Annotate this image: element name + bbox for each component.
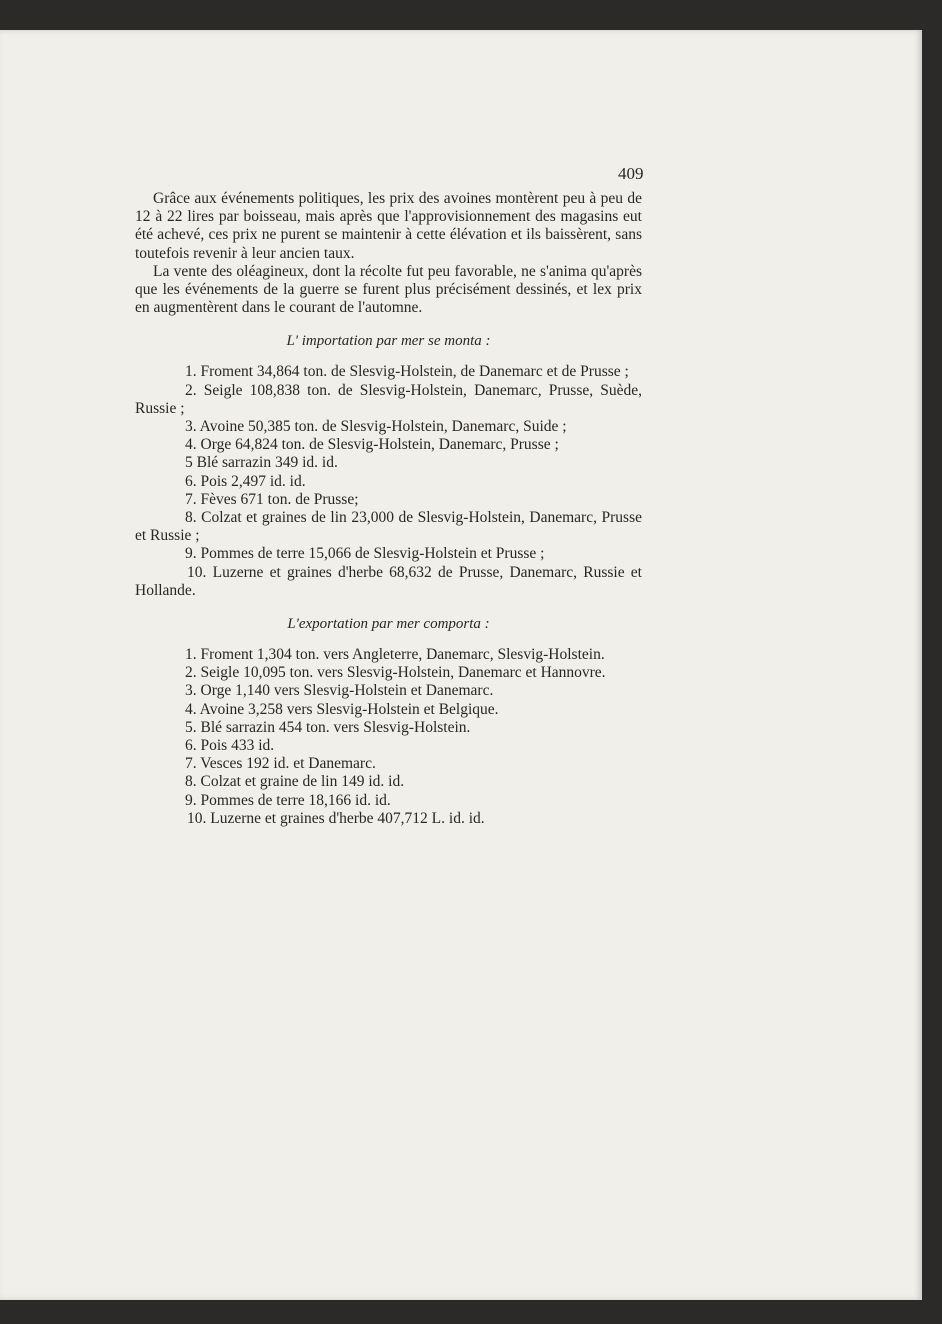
page-number: 409	[618, 164, 644, 183]
export-item: 3. Orge 1,140 vers Slesvig-Holstein et Danemarc.	[185, 682, 494, 700]
book-page	[0, 30, 922, 1300]
import-item: 2. Seigle 108,838 ton. de Slesvig-Holstein, Danemarc, Prusse, Suède, Russie ;	[135, 381, 642, 417]
paragraph-oleagineux: La vente des oléagineux, dont la récolte fut peu favorable, ne s'anima qu'après que les événements de la guerre se furent plus précisément dessinés, et lex prix en augmentèrent dans le courant de l'automne.	[135, 262, 642, 317]
import-item: 10. Luzerne et graines d'herbe 68,632 de Prusse, Danemarc, Russie et Hollande.	[135, 563, 642, 599]
export-item: 4. Avoine 3,258 vers Slesvig-Holstein et Belgique.	[185, 700, 499, 718]
import-item: 8. Colzat et graines de lin 23,000 de Slesvig-Holstein, Danemarc, Prusse et Russie ;	[135, 509, 642, 545]
import-heading: L' importation par mer se monta :	[286, 333, 491, 350]
export-heading: L'exportation par mer comporta :	[287, 616, 490, 633]
export-item: 6. Pois 433 id.	[185, 737, 275, 755]
page-text	[135, 190, 642, 828]
import-list	[135, 363, 642, 600]
export-item: 2. Seigle 10,095 ton. vers Slesvig-Holstein, Danemarc et Hannovre.	[185, 664, 606, 682]
export-item: 9. Pommes de terre 18,166 id. id.	[185, 791, 391, 809]
import-item: 5 Blé sarrazin 349 id. id.	[185, 454, 338, 472]
export-item: 7. Vesces 192 id. et Danemarc.	[185, 755, 376, 773]
export-list	[135, 646, 642, 828]
import-item: 7. Fèves 671 ton. de Prusse;	[185, 490, 359, 508]
import-item: 1. Froment 34,864 ton. de Slesvig-Holstein, de Danemarc et de Prusse ;	[185, 363, 629, 381]
import-item: 9. Pommes de terre 15,066 de Slesvig-Holstein et Prusse ;	[185, 545, 545, 563]
export-item: 5. Blé sarrazin 454 ton. vers Slesvig-Holstein.	[185, 718, 471, 736]
import-item: 3. Avoine 50,385 ton. de Slesvig-Holstein, Danemarc, Suide ;	[185, 418, 567, 436]
import-item: 6. Pois 2,497 id. id.	[185, 472, 306, 490]
export-item: 10. Luzerne et graines d'herbe 407,712 L. id. id.	[187, 809, 485, 827]
export-item: 1. Froment 1,304 ton. vers Angleterre, Danemarc, Slesvig-Holstein.	[185, 646, 605, 664]
import-item: 4. Orge 64,824 ton. de Slesvig-Holstein, Danemarc, Prusse ;	[185, 436, 559, 454]
export-item: 8. Colzat et graine de lin 149 id. id.	[185, 773, 405, 791]
paragraph-avoines: Grâce aux événements politiques, les prix des avoines montèrent peu à peu de 12 à 22 lires par boisseau, mais après que l'approvisionnement des magasins eut été achevé, ces prix ne purent se maintenir à cette élévation et ils baissèrent, sans toutefois revenir à leur ancien taux.	[135, 190, 642, 262]
